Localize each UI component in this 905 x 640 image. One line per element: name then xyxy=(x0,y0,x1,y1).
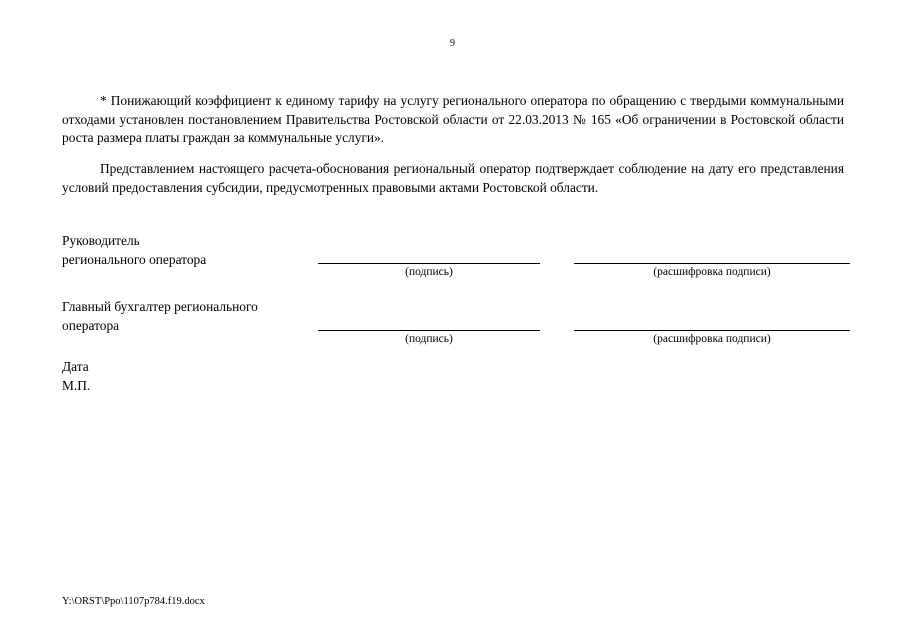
director-signature-caption: (подпись) xyxy=(405,266,453,278)
page-number: 9 xyxy=(450,38,455,49)
director-role-line2: регионального оператора xyxy=(62,251,207,267)
accountant-signature-caption: (подпись) xyxy=(405,333,453,345)
date-stamp-block xyxy=(62,358,90,395)
director-role-line1: Руководитель xyxy=(62,233,140,248)
director-signature-line[interactable] xyxy=(318,263,540,264)
accountant-role-line1: Главный бухгалтер регионального xyxy=(62,299,258,314)
accountant-signature-line[interactable] xyxy=(318,330,540,331)
accountant-decoding-line[interactable] xyxy=(574,330,850,331)
director-decoding-caption: (расшифровка подписи) xyxy=(653,266,771,278)
accountant-role-label xyxy=(62,298,312,335)
date-label: Дата xyxy=(62,359,89,374)
director-role-label xyxy=(62,232,312,269)
accountant-decoding-caption: (расшифровка подписи) xyxy=(653,333,771,345)
footnote-paragraph: * Понижающий коэффициент к единому тарифу на услугу регионального оператора по обращению с твердыми коммунальными отходами установлен постановлением Правительства Ростовской области от 22.03.2013 № 165 «Об ограничении в Ростовской области роста размера платы граждан за коммунальные услуги». xyxy=(62,93,844,145)
director-decoding-line[interactable] xyxy=(574,263,850,264)
accountant-role-line2: оператора xyxy=(62,317,120,333)
footer-file-path: Y:\ORST\Ppo\1107p784.f19.docx xyxy=(62,596,205,607)
stamp-label: М.П. xyxy=(62,377,91,393)
confirmation-paragraph: Представлением настоящего расчета-обоснования региональный оператор подтверждает соблюдение на дату его представления условий предоставления субсидии, предусмотренных правовыми актами Ростовской области. xyxy=(62,161,844,195)
